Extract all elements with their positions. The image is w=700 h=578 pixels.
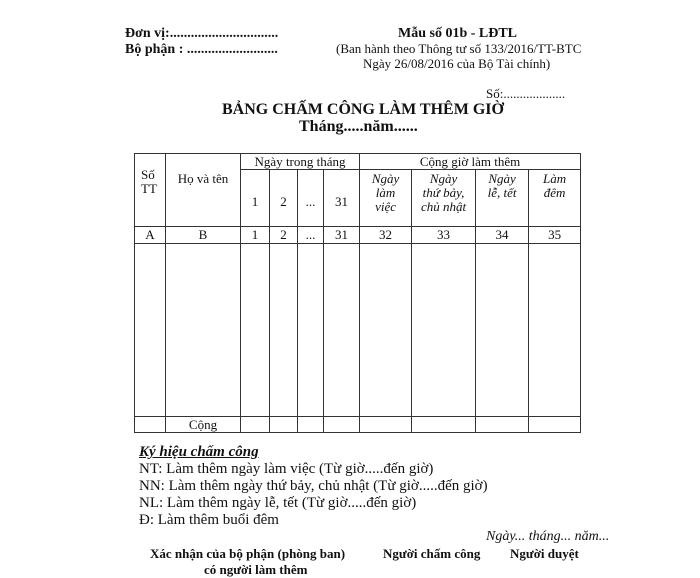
page-title: BẢNG CHẤM CÔNG LÀM THÊM GIỜ xyxy=(222,101,504,118)
confirm-dept-label: Xác nhận của bộ phận (phòng ban) xyxy=(150,546,346,561)
table-cell[interactable] xyxy=(360,244,412,417)
label-cell: 2 xyxy=(270,227,298,244)
total-label: Cộng xyxy=(166,417,241,433)
ot-col-header: Ngày làm việc xyxy=(360,170,412,227)
table-cell[interactable] xyxy=(324,417,360,433)
table-cell xyxy=(135,417,166,433)
table-cell[interactable] xyxy=(412,417,476,433)
table-cell[interactable] xyxy=(476,244,529,417)
number-dots: ................... xyxy=(503,86,566,101)
day-col-header: 2 xyxy=(270,170,298,227)
group-overtime-header: Cộng giờ làm thêm xyxy=(360,154,581,170)
ot-col-header: Làm đêm xyxy=(529,170,581,227)
label-cell: ... xyxy=(298,227,324,244)
dept-dots: .......................... xyxy=(183,42,278,57)
table-cell[interactable] xyxy=(270,244,298,417)
day-col-header: 1 xyxy=(241,170,270,227)
table-cell[interactable] xyxy=(241,417,270,433)
label-cell: 31 xyxy=(324,227,360,244)
label-row xyxy=(135,227,581,244)
header-row-1 xyxy=(135,154,581,170)
label-cell: 35 xyxy=(529,227,581,244)
issued-by: (Ban hành theo Thông tư số 133/2016/TT-BTC xyxy=(336,41,582,56)
unit-dots: ............................... xyxy=(169,26,279,41)
table-cell[interactable] xyxy=(476,417,529,433)
dept-field xyxy=(125,42,278,58)
col-stt-header xyxy=(135,154,166,227)
legend-item: NL: Làm thêm ngày lễ, tết (Từ giờ.....đến giờ) xyxy=(139,495,417,511)
confirm-dept-label-2: có người làm thêm xyxy=(204,562,308,577)
table-cell[interactable] xyxy=(529,417,581,433)
label-cell: B xyxy=(166,227,241,244)
table-row xyxy=(135,244,581,417)
label-cell: A xyxy=(135,227,166,244)
table-cell[interactable] xyxy=(241,244,270,417)
col-stt-label: Số TT xyxy=(141,167,157,196)
number-label: Số: xyxy=(486,86,504,101)
table-cell[interactable] xyxy=(412,244,476,417)
unit-label: Đơn vị: xyxy=(125,26,170,41)
table-cell[interactable] xyxy=(298,244,324,417)
table-cell[interactable] xyxy=(135,244,166,417)
date-line: Ngày... tháng... năm... xyxy=(486,529,610,544)
day-col-header: 31 xyxy=(324,170,360,227)
table-cell[interactable] xyxy=(166,244,241,417)
timekeeper-label: Người chấm công xyxy=(383,546,481,561)
ot-col-header: Ngày lễ, tết xyxy=(476,170,529,227)
form-code: Mẫu số 01b - LĐTL xyxy=(398,26,518,41)
issued-date: Ngày 26/08/2016 của Bộ Tài chính) xyxy=(363,56,551,71)
unit-field xyxy=(125,26,278,42)
table-cell[interactable] xyxy=(529,244,581,417)
legend-item: NT: Làm thêm ngày làm việc (Từ giờ.....đến giờ) xyxy=(139,461,434,477)
legend-item: Đ: Làm thêm buổi đêm xyxy=(139,512,279,528)
table-cell[interactable] xyxy=(324,244,360,417)
table-cell[interactable] xyxy=(360,417,412,433)
ot-col-header: Ngày thứ bảy, chủ nhật xyxy=(412,170,476,227)
table-cell[interactable] xyxy=(298,417,324,433)
label-cell: 1 xyxy=(241,227,270,244)
day-col-header: ... xyxy=(298,170,324,227)
total-row xyxy=(135,417,581,433)
number-field xyxy=(486,86,565,102)
col-name-header: Họ và tên xyxy=(166,154,241,227)
month-line: Tháng.....năm...... xyxy=(299,118,418,135)
group-days-header: Ngày trong tháng xyxy=(241,154,360,170)
label-cell: 34 xyxy=(476,227,529,244)
legend-title: Ký hiệu chấm công xyxy=(139,444,259,460)
approver-label: Người duyệt xyxy=(510,546,579,561)
label-cell: 32 xyxy=(360,227,412,244)
label-cell: 33 xyxy=(412,227,476,244)
overtime-table xyxy=(134,153,581,433)
table-cell[interactable] xyxy=(270,417,298,433)
dept-label: Bộ phận : xyxy=(125,42,184,57)
legend-item: NN: Làm thêm ngày thứ bảy, chủ nhật (Từ giờ.....đến giờ) xyxy=(139,478,488,494)
